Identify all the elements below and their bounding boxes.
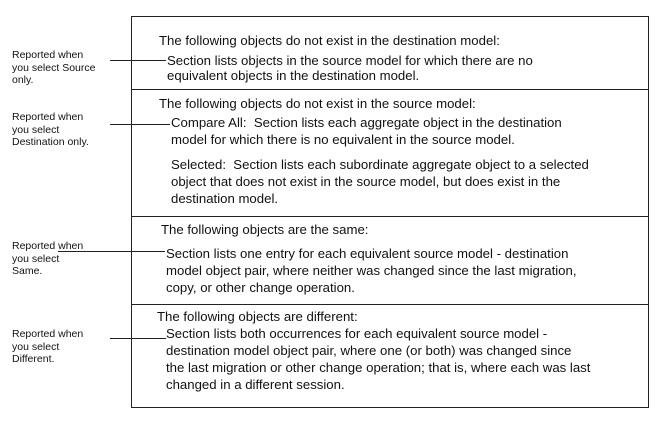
section-same-body: Section lists one entry for each equivalent source model - destination model object pair, where neither was changed since the last migration, copy, or other change operation. (166, 246, 577, 295)
section-same-heading: The following objects are the same: (161, 222, 369, 237)
note-different-leader (110, 338, 166, 339)
note-source-only-leader (110, 60, 166, 61)
section-divider (131, 89, 649, 90)
section-divider (131, 216, 649, 217)
note-same: Reported when you select Same. (12, 240, 84, 277)
section-source-only-heading: The following objects do not exist in the destination model: (159, 33, 500, 48)
section-destination-only-selected: Selected: Section lists each subordinate aggregate object to a selected object that does not exist in the source model, but does exist in the destination model. (171, 157, 589, 206)
section-destination-only-heading: The following objects do not exist in the source model: (159, 96, 476, 111)
note-different: Reported when you select Different. (12, 328, 84, 365)
note-destination-only: Reported when you select Destination only. (12, 111, 89, 148)
section-source-only-body: Section lists objects in the source model for which there are no equivalent objects in the destination model. (167, 53, 533, 83)
note-destination-only-leader (110, 124, 170, 125)
section-divider (131, 304, 649, 305)
section-destination-only-compare-all: Compare All: Section lists each aggregate object in the destination model for which there is no equivalent in the source model. (171, 115, 562, 147)
note-same-leader (58, 251, 165, 252)
section-different-heading: The following objects are different: (157, 309, 358, 324)
note-source-only: Reported when you select Source only. (12, 49, 96, 86)
section-different-body: Section lists both occurrences for each equivalent source model - destination model object pair, where one (or both) was changed since the last migration or other change operation; that is, where each was last changed in a different session. (166, 326, 591, 392)
